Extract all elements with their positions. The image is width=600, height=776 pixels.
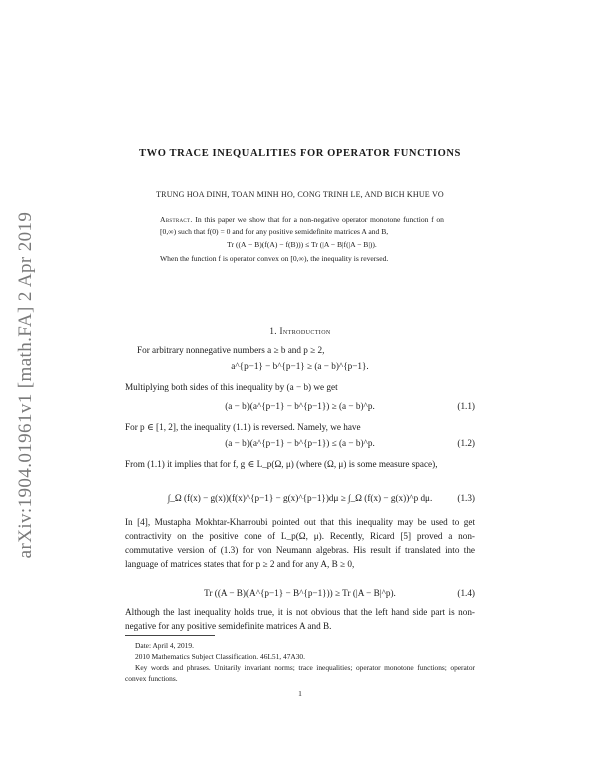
abstract-text-1 bbox=[160, 214, 444, 237]
equation-0-body: a^{p−1} − b^{p−1} ≥ (a − b)^{p−1}. bbox=[231, 361, 369, 371]
page-number: 1 bbox=[298, 689, 302, 698]
footnote-date: Date: April 4, 2019. bbox=[135, 641, 194, 650]
paragraph-6: Although the last inequality holds true, it is not obvious that the left hand side part is non-negative for any positive semidefinite matrices A and B. bbox=[125, 607, 475, 631]
equation-3-number: (1.3) bbox=[457, 493, 475, 503]
section-heading bbox=[125, 326, 475, 336]
equation-1-body: (a − b)(a^{p−1} − b^{p−1}) ≥ (a − b)^p. bbox=[225, 401, 375, 411]
equation-2-number: (1.2) bbox=[457, 438, 475, 448]
abstract bbox=[160, 214, 444, 264]
section-title: Introduction bbox=[279, 326, 331, 336]
paragraph-1: For arbitrary nonnegative numbers a ≥ b and p ≥ 2, bbox=[137, 345, 325, 355]
footnote-keywords: Key words and phrases. Unitarily invariant norms; trace inequalities; operator monotone functions; operator convex functions. bbox=[125, 663, 475, 683]
abstract-label: Abstract. bbox=[160, 215, 193, 224]
arxiv-identifier-sidebar bbox=[10, 175, 42, 595]
abstract-text-2: When the function f is operator convex on [0,∞), the inequality is reversed. bbox=[160, 253, 389, 263]
equation-4-body: Tr ((A − B)(A^{p−1} − B^{p−1})) ≥ Tr (|A − B|^p). bbox=[204, 588, 396, 598]
paragraph-5: In [4], Mustapha Mokhtar-Kharroubi pointed out that this inequality may be used to get contractivity on the positive cone of L_p(Ω, μ). Recently, Ricard [5] proved a non-commutative version of (1.3) for von Neumann algebras. His result if translated into the language of matrices states that for p ≥ 2 and for any A, B ≥ 0, bbox=[125, 517, 475, 569]
paper-authors: TRUNG HOA DINH, TOAN MINH HO, CONG TRINH LE, AND BICH KHUE VO bbox=[156, 190, 444, 199]
footnote-msc: 2010 Mathematics Subject Classification. 46L51, 47A30. bbox=[135, 652, 305, 661]
section-number: 1. bbox=[269, 326, 277, 336]
equation-3-body: ∫_Ω (f(x) − g(x))(f(x)^{p−1} − g(x)^{p−1})dμ ≥ ∫_Ω (f(x) − g(x))^p dμ. bbox=[167, 493, 433, 503]
arxiv-identifier: arXiv:1904.01961v1 [math.FA] 2 Apr 2019 bbox=[15, 211, 36, 559]
paragraph-4: From (1.1) it implies that for f, g ∈ L_p(Ω, μ) (where (Ω, μ) is some measure space), bbox=[125, 459, 438, 469]
paragraph-2: Multiplying both sides of this inequality by (a − b) we get bbox=[125, 382, 338, 392]
paper-title: TWO TRACE INEQUALITIES FOR OPERATOR FUNCTIONS bbox=[139, 148, 461, 159]
paragraph-3: For p ∈ [1, 2], the inequality (1.1) is reversed. Namely, we have bbox=[125, 422, 361, 432]
equation-4-number: (1.4) bbox=[457, 588, 475, 598]
footnote-rule bbox=[125, 635, 215, 636]
abstract-intro: In this paper we show that for a non-negative operator monotone function f on [0,∞) such that f(0) = 0 and for any positive semidefinite matrices A and B, bbox=[160, 215, 444, 236]
equation-1-number: (1.1) bbox=[457, 401, 475, 411]
abstract-equation: Tr ((A − B)(f(A) − f(B))) ≤ Tr (|A − B|f(|A − B|)). bbox=[227, 240, 377, 249]
equation-2-body: (a − b)(a^{p−1} − b^{p−1}) ≤ (a − b)^p. bbox=[225, 438, 375, 448]
